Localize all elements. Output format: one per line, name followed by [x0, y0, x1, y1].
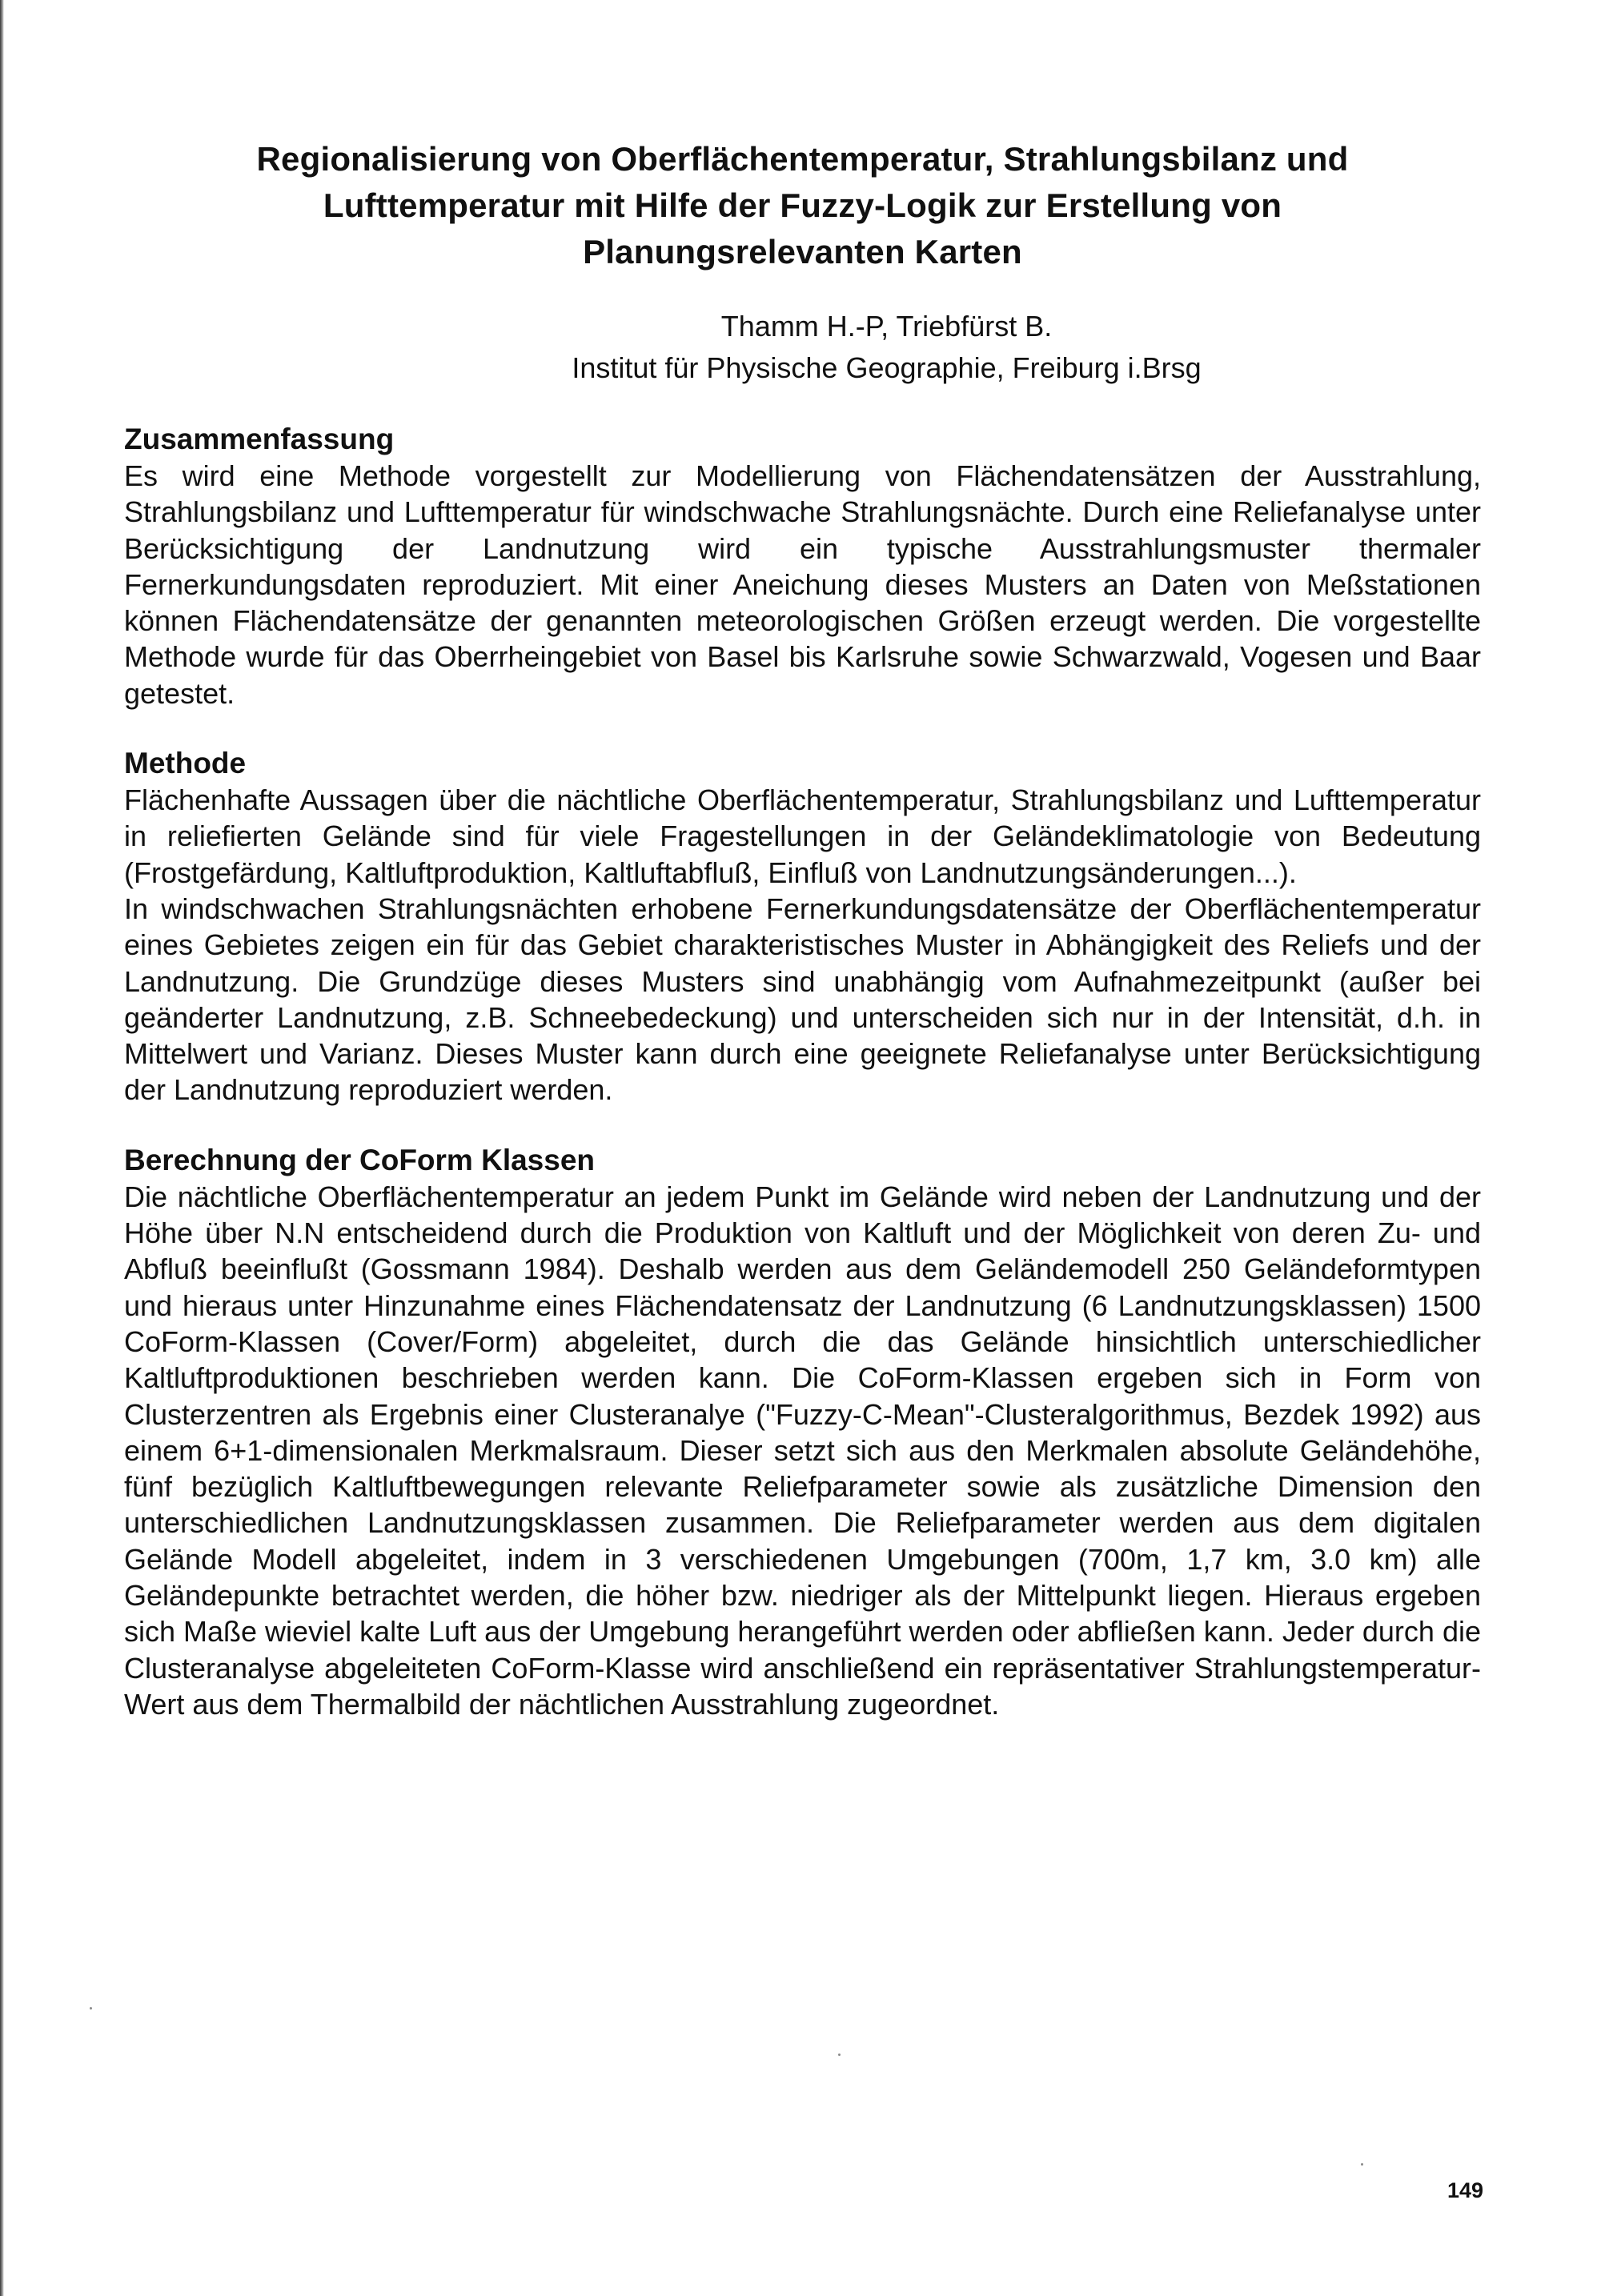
document-page [124, 136, 1481, 1722]
section-paragraph: Die nächtliche Oberflächentemperatur an jedem Punkt im Gelände wird neben der Landnutzung und der Höhe über N.N entscheidend durch die Produktion von Kaltluft und der Möglichkeit von deren Zu- und Abfluß beeinflußt (Gossmann 1984). Deshalb werden aus dem Geländemodell 250 Geländeformtypen und hieraus unter Hinzunahme eines Flächendatensatz der Landnutzung (6 Landnutzungsklassen) 1500 CoForm-Klassen (Cover/Form) abgeleitet, durch die das Gelände hinsichtlich unterschiedlicher Kaltluftproduktionen beschrieben werden kann. Die CoForm-Klassen ergeben sich in Form von Clusterzentren als Ergebnis einer Clusteranalye ("Fuzzy-C-Mean"-Clusteralgorithmus, Bezdek 1992) aus einem 6+1-dimensionalen Merkmalsraum. Dieser setzt sich aus den Merkmalen absolute Geländehöhe, fünf bezüglich Kaltluftbewegungen relevante Reliefparameter sowie als zusätzliche Dimension den unterschiedlichen Landnutzungsklassen zusammen. Die Reliefparameter werden aus dem digitalen Gelände Modell abgeleitet, indem in 3 verschiedenen Umgebungen (700m, 1,7 km, 3.0 km) alle Geländepunkte betrachtet werden, die höher bzw. niedriger als der Mittelpunkt liegen. Hieraus ergeben sich Maße wieviel kalte Luft aus der Umgebung herangeführt werden oder abfließen kann. Jeder durch die Clusteranalyse abgeleiteten CoForm-Klasse wird anschließend ein repräsentativer Strahlungstemperatur-Wert aus dem Thermalbild der nächtlichen Ausstrahlung zugeordnet. [124, 1180, 1481, 1721]
scan-speck [838, 2054, 841, 2056]
author-names: Thamm H.-P, Triebfürst B. [720, 310, 1053, 343]
section-berechnung [124, 1142, 1481, 1722]
title-line: Regionalisierung von Oberflächentemperatur, Strahlungsbilanz und [256, 140, 1349, 178]
author-affiliation: Institut für Physische Geographie, Freiburg i.Brsg [572, 351, 1202, 384]
scan-speck [90, 2007, 92, 2010]
section-paragraph: Es wird eine Methode vorgestellt zur Modellierung von Flächendatensätzen der Ausstrahlung, Strahlungsbilanz und Lufttemperatur für windschwache Strahlungsnächte. Durch eine Reliefanalyse unter Berücksichtigung der Landnutzung wird ein typische Ausstrahlungsmuster thermaler Fernerkundungsdaten reproduziert. Mit einer Aneichung dieses Musters an Daten von Meßstationen können Flächendatensätze der genannten meteorologischen Größen erzeugt werden. Die vorgestellte Methode wurde für das Oberrheingebiet von Basel bis Karlsruhe sowie Schwarzwald, Vogesen und Baar getestet. [124, 459, 1481, 710]
scan-edge [0, 0, 4, 2296]
section-heading: Zusammenfassung [124, 423, 395, 455]
section-zusammenfassung [124, 421, 1481, 711]
section-heading: Methode [124, 747, 247, 780]
section-paragraph: Flächenhafte Aussagen über die nächtliche Oberflächentemperatur, Strahlungsbilanz und Lufttemperatur in reliefierten Gelände sind für viele Fragestellungen in der Geländeklimatologie von Bedeutung (Frostgefärdung, Kaltluftproduktion, Kaltluftabfluß, Einfluß von Landnutzungsänderungen...). [124, 783, 1481, 889]
section-paragraph: In windschwachen Strahlungsnächten erhobene Fernerkundungsdatensätze der Oberflächentemperatur eines Gebietes zeigen ein für das Gebiet charakteristisches Muster in Abhängigkeit des Reliefs und der Landnutzung. Die Grundzüge dieses Musters sind unabhängig vom Aufnahmezeitpunkt (außer bei geänderter Landnutzung, z.B. Schneebedeckung) und unterscheiden sich nur in der Intensität, d.h. in Mittelwert und Varianz. Dieses Muster kann durch eine geeignete Reliefanalyse unter Berücksichtigung der Landnutzung reproduziert werden. [124, 892, 1481, 1107]
section-heading: Berechnung der CoForm Klassen [124, 1143, 596, 1176]
title-line: Planungsrelevanten Karten [583, 233, 1022, 270]
section-methode [124, 745, 1481, 1108]
page-number: 149 [1447, 2178, 1484, 2202]
author-block [292, 306, 1481, 389]
title-line: Lufttemperatur mit Hilfe der Fuzzy-Logik zur Erstellung von [323, 186, 1282, 224]
scan-speck [1361, 2163, 1363, 2166]
paper-title [124, 136, 1481, 275]
